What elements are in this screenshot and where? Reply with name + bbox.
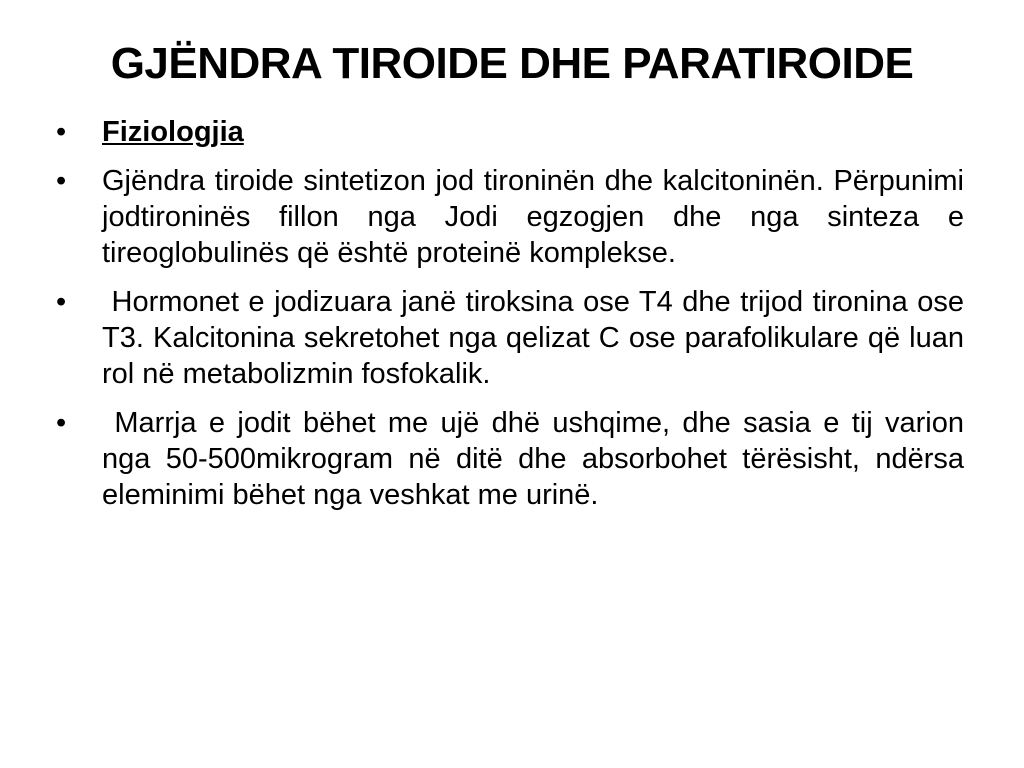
- bullet-icon: •: [56, 286, 67, 318]
- bullet-list: [56, 114, 973, 526]
- bullet-icon: •: [56, 116, 67, 148]
- bullet-icon: •: [56, 165, 67, 197]
- section-heading: Fiziologjia: [102, 116, 244, 148]
- bullet-icon: •: [56, 407, 67, 439]
- bullet-item-heading: [56, 114, 964, 150]
- bullet-item: [56, 405, 973, 513]
- bullet-text: Marrja e jodit bëhet me ujë dhë ushqime, dhe sasia e tij varion nga 50-500mikrogram në ditë dhe absorbohet tërësisht, ndërsa eleminimi bëhet nga veshkat me urinë.: [102, 407, 973, 511]
- bullet-text: Hormonet e jodizuara janë tiroksina ose T4 dhe trijod tironina ose T3. Kalcitonina sekretohet nga qelizat C ose parafolikulare që luan rol në metabolizmin fosfokalik.: [102, 286, 973, 390]
- slide-title: GJËNDRA TIROIDE DHE PARATIROIDE: [110, 39, 914, 88]
- bullet-item: [56, 284, 973, 392]
- bullet-text: Gjëndra tiroide sintetizon jod tironinën dhe kalcitoninën. Përpunimi jodtironinës fillon nga Jodi egzogjen dhe nga sinteza e tireoglobulinës që është proteinë komplekse.: [102, 165, 964, 269]
- bullet-item: [56, 163, 964, 271]
